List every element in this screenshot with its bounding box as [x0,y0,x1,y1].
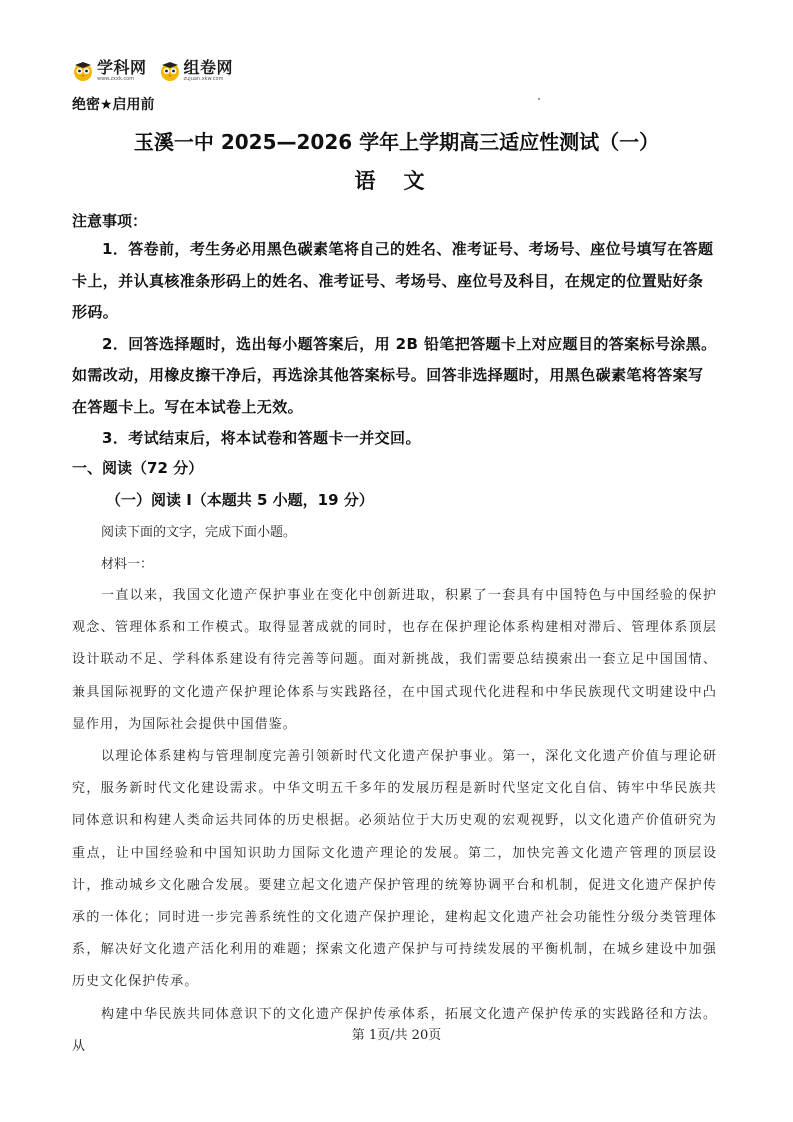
paragraph: 一直以来，我国文化遗产保护事业在变化中创新进取，积累了一套具有中国特色与中国经验的保护观念、管理体系和工作模式。取得显著成就的同时，也存在保护理论体系构建相对滞后、管理体系顶层设计联动不足、学科体系建设有待完善等问题。面对新挑战，我们需要总结摸索出一套立足中国国情、兼具国际视野的文化遗产保护理论体系与实践路径，在中国式现代化进程和中华民族现代文明建设中凸显作用，为国际社会提供中国借鉴。 [72,588,717,732]
logo-name: 组卷网 [183,58,234,77]
material-text [72,580,717,1063]
confidential-label: 绝密★启用前 [72,97,155,113]
note-item: 1．答卷前，考生务必用黑色碳素笔将自己的姓名、准考证号、考场号、座位号填写在答题卡上，并认真核准条形码上的姓名、准考证号、考场号、座位号及科目，在规定的位置贴好条形码。 [72,240,714,321]
logo-url: zujuan.xkw.com [183,76,224,82]
logo-xuekewang[interactable] [72,60,147,82]
paragraph: 以理论体系建构与管理制度完善引领新时代文化遗产保护事业。第一，深化文化遗产价值与理论研究，服务新时代文化建设需求。中华文明五千多年的发展历程是新时代坚定文化自信、铸牢中华民族共同体意识和构建人类命运共同体的历史根据。必须站位于大历史观的宏观视野，以文化遗产价值研究为重点，让中国经验和中国知识助力国际文化遗产理论的发展。第二，加快完善文化遗产管理的顶层设计，推动城乡文化融合发展。要建立起文化遗产保护管理的统筹协调平台和机制，促进文化遗产保护传承的一体化；同时进一步完善系统性的文化遗产保护理论，建构起文化遗产社会功能性分级分类管理体系，解决好文化遗产活化利用的难题；探索文化遗产保护与可持续发展的平衡机制，在城乡建设中加强历史文化保护传承。 [72,749,717,990]
stray-dot [538,98,540,100]
page-footer: 第 1页/共 20页 [351,1028,442,1043]
exam-title: 玉溪一中 2025—2026 学年上学期高三适应性测试（一） [133,130,660,154]
notes-list [72,234,717,455]
material-label: 材料一： [101,557,154,572]
logo-zujuanwang[interactable] [159,60,234,82]
paragraph: 构建中华民族共同体意识下的文化遗产保护传承体系，拓展文化遗产保护传承的实践路径和方法。从 [72,1006,717,1054]
note-item: 2．回答选择题时，选出每小题答案后，用 2B 铅笔把答题卡上对应题目的答案标号涂黑。如需改动，用橡皮擦干净后，再选涂其他答案标号。回答非选择题时，用黑色碳素笔将答案写在答题卡上。写在本试卷上无效。 [72,334,717,416]
notes-heading: 注意事项： [72,212,148,230]
header-logos [72,58,233,84]
subsection-title: （一）阅读 I（本题共 5 小题，19 分） [106,491,374,509]
subject-title: 语文 [354,169,453,193]
reading-instruction: 阅读下面的文字，完成下面小题。 [101,525,297,540]
logo-name: 学科网 [97,58,147,77]
section-title: 一、阅读（72 分） [72,459,204,477]
owl-logo-icon [72,60,94,82]
note-item: 3．考试结束后，将本试卷和答题卡一并交回。 [102,429,421,447]
owl-logo-icon [159,60,181,82]
logo-url: www.zxxk.com [97,76,135,82]
